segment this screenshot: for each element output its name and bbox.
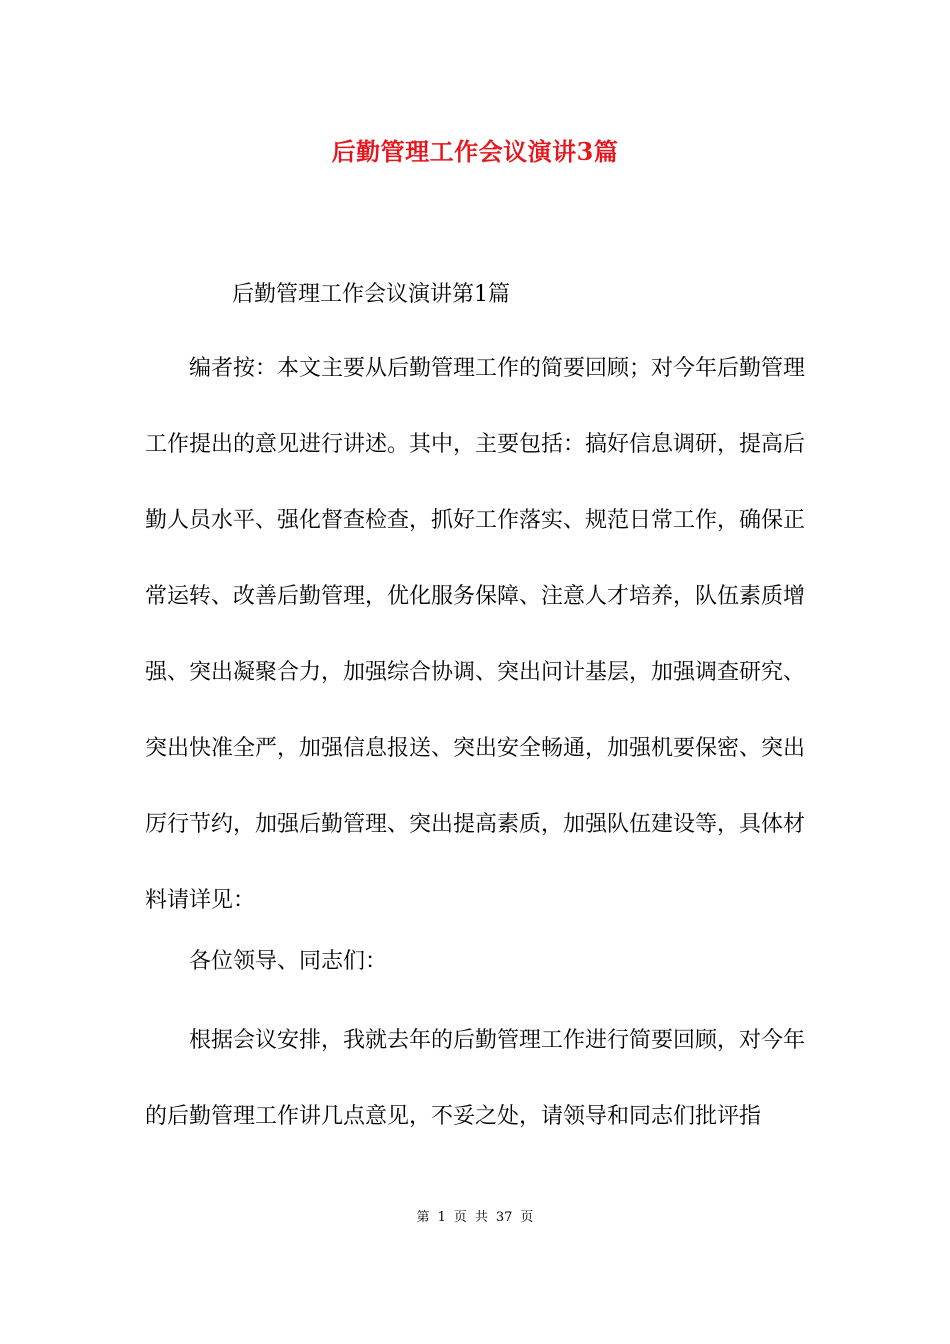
footer-total-word: 共 [474, 1210, 488, 1225]
footer-page-number: 1 [437, 1210, 446, 1225]
footer-page-word: 页 [453, 1210, 467, 1225]
section-heading: 后勤管理工作会议演讲第1篇 [232, 282, 510, 307]
footer-page-prefix: 第 [416, 1210, 430, 1225]
footer-page-suffix: 页 [520, 1210, 534, 1225]
footer-page-total: 37 [495, 1210, 513, 1225]
greeting-paragraph: 各位领导、同志们： [189, 949, 388, 974]
document-title: 后勤管理工作会议演讲3篇 [331, 137, 619, 166]
page-footer [0, 1208, 950, 1228]
body-paragraph: 根据会议安排，我就去年的后勤管理工作进行简要回顾，对今年的后勤管理工作讲几点意见，不妥之处，请领导和同志们批评指 [145, 1028, 806, 1129]
editor-note-paragraph: 编者按：本文主要从后勤管理工作的简要回顾；对今年后勤管理工作提出的意见进行讲述。其中，主要包括：搞好信息调研，提高后勤人员水平、强化督查检查，抓好工作落实、规范日常工作，确保正常运转、改善后勤管理，优化服务保障、注意人才培养，队伍素质增强、突出凝聚合力，加强综合协调、突出问计基层，加强调查研究、突出快准全严，加强信息报送、突出安全畅通，加强机要保密、突出厉行节约，加强后勤管理、突出提高素质，加强队伍建设等，具体材料请详见： [145, 356, 806, 913]
